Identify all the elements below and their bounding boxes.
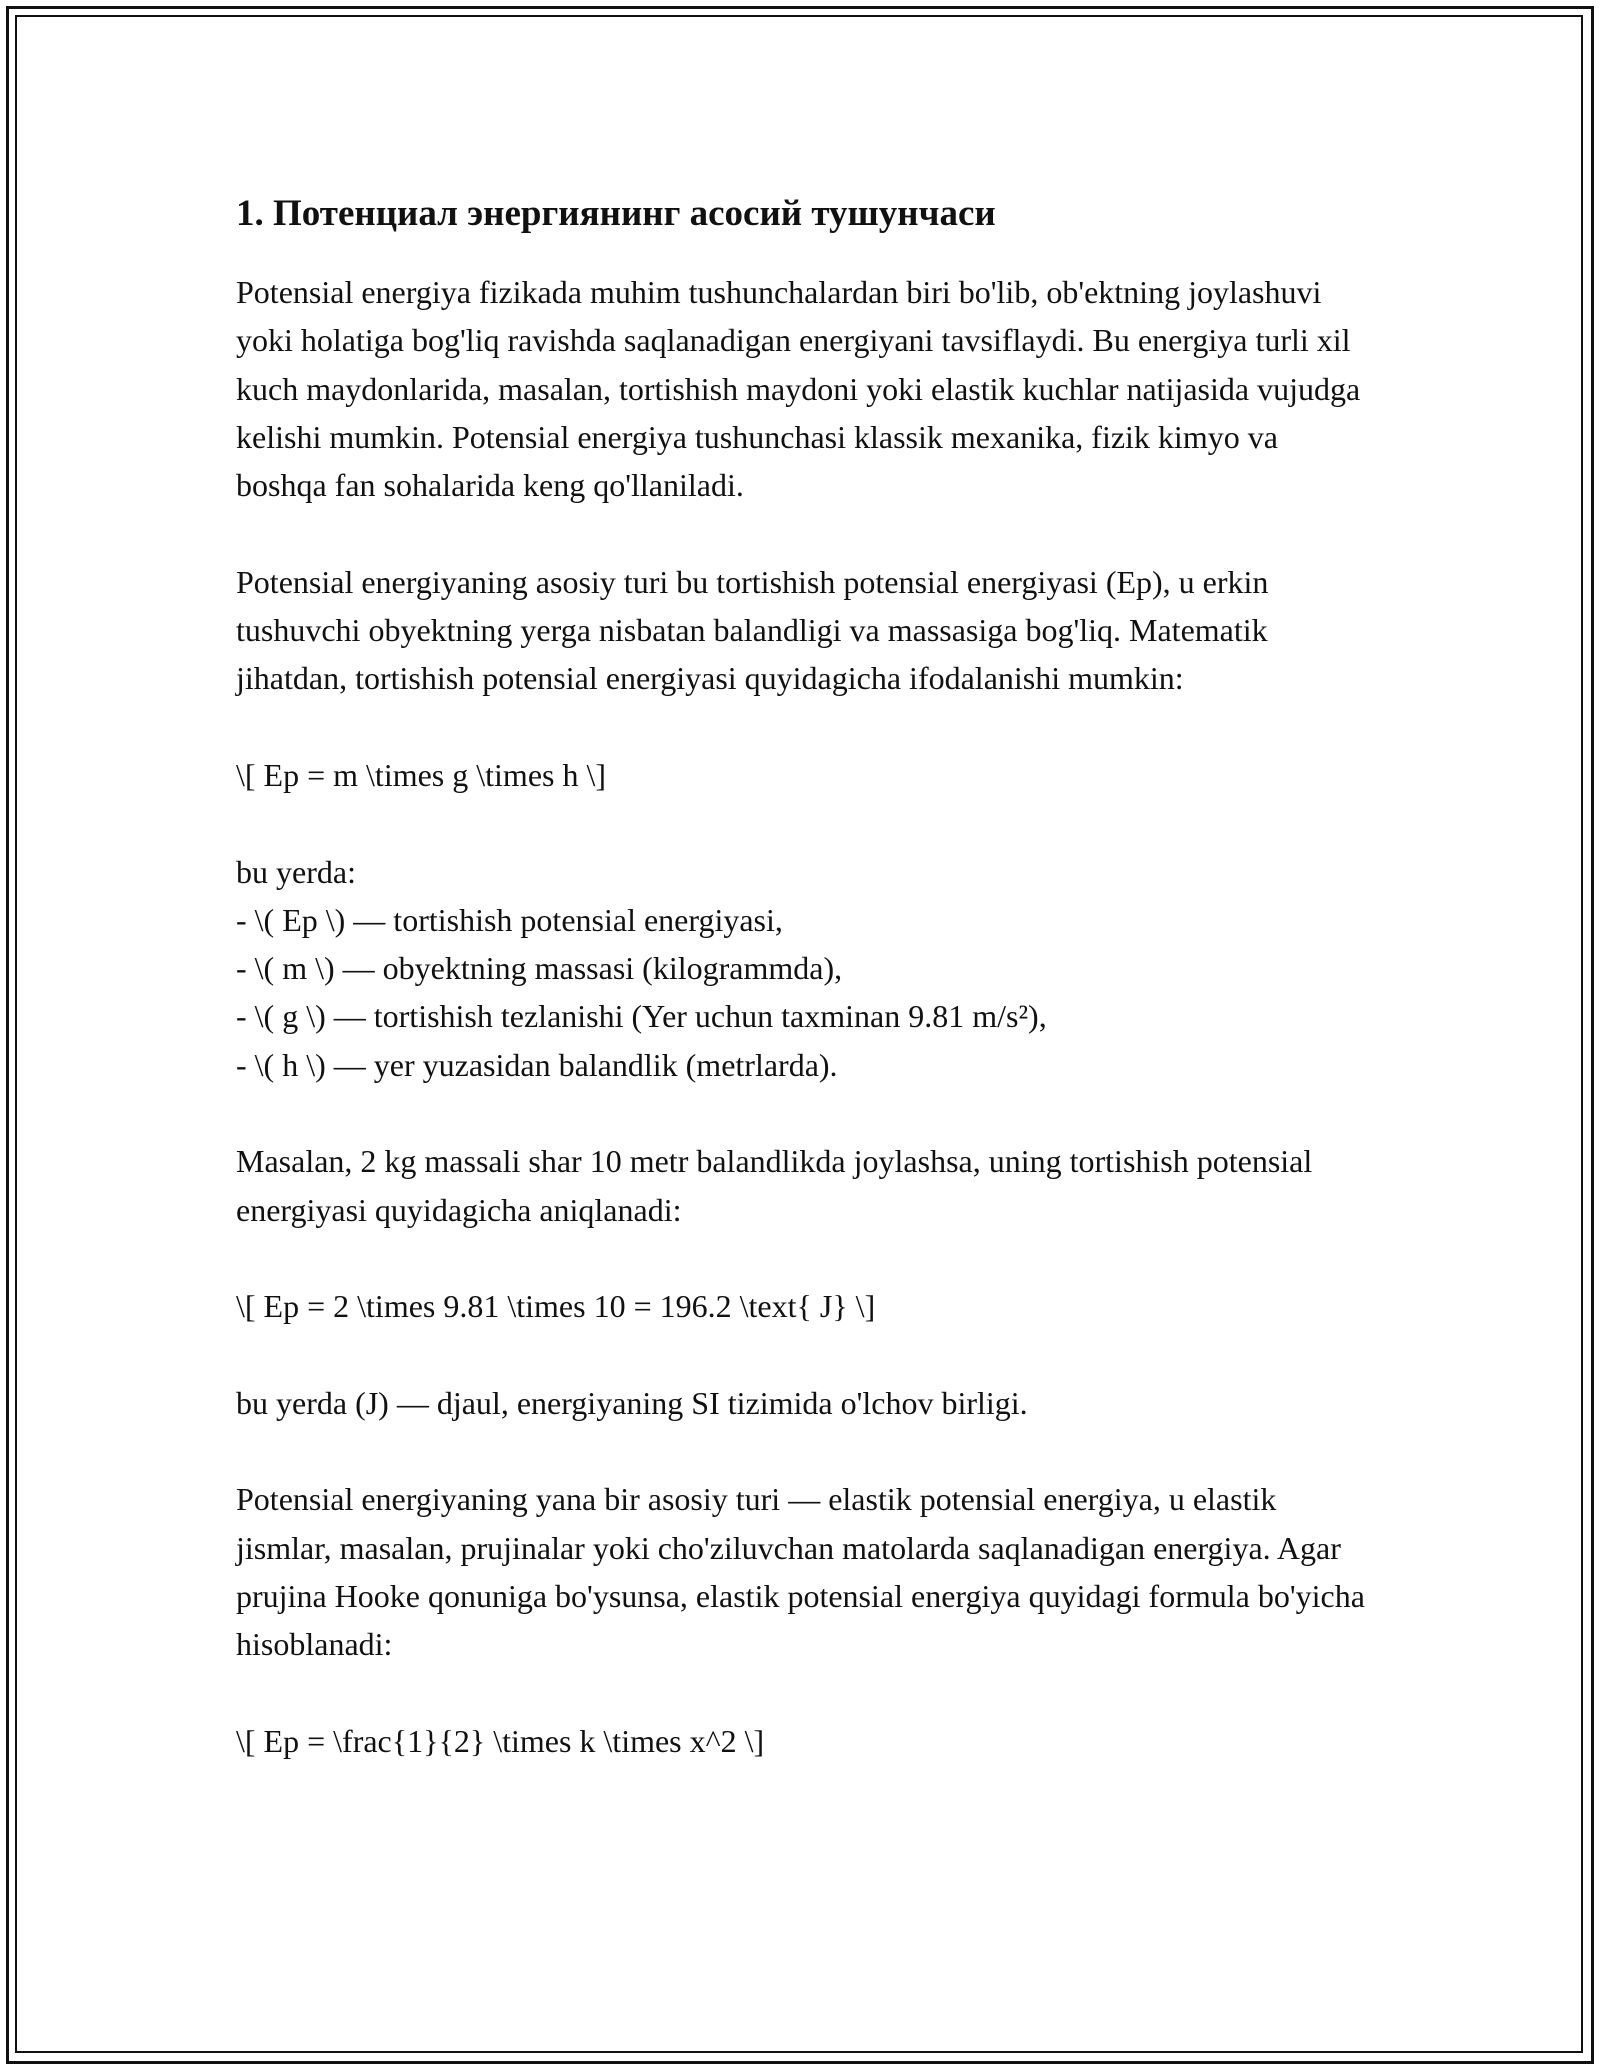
where-label: bu yerda: (236, 853, 356, 890)
formula-elastic: \[ Ep = \frac{1}{2} \times k \times x^2 \] (236, 1722, 765, 1759)
document-body (236, 186, 1376, 1765)
spacer (236, 1331, 1376, 1379)
spacer (236, 1669, 1376, 1717)
definition-item: - \( g \) — tortishish tezlanishi (Yer uchun taxminan 9.81 m/s²), (236, 998, 1047, 1035)
section-heading: 1. Потенциал энергиянинг асосий тушунчаси (236, 193, 996, 234)
paragraph-example: Masalan, 2 kg massali shar 10 metr balandlikda joylashsa, uning tortishish potensial energiyasi quyidagicha aniqlanadi: (236, 1143, 1313, 1228)
paragraph-elastic: Potensial energiyaning yana bir asosiy turi — elastik potensial energiya, u elastik jismlar, masalan, prujinalar yoki cho'ziluvchan matolarda saqlanadigan energiya. Agar prujina Hooke qonuniga bo'ysunsa, elastik potensial energiya quyidagi formula bo'yicha hisoblanadi: (236, 1481, 1365, 1663)
formula-example: \[ Ep = 2 \times 9.81 \times 10 = 196.2 \text{ J} \] (236, 1288, 876, 1325)
spacer (236, 1427, 1376, 1475)
definition-item: - \( Ep \) — tortishish potensial energiyasi, (236, 901, 783, 938)
spacer (236, 1234, 1376, 1282)
paragraph-intro: Potensial energiya fizikada muhim tushunchalardan biri bo'lib, ob'ektning joylashuvi yoki holatiga bog'liq ravishda saqlanadigan energiyani tavsiflaydi. Bu energiya turli xil kuch maydonlarida, masalan, tortishish maydoni yoki elastik kuchlar natijasida vujudga kelishi mumkin. Potensial energiya tushunchasi klassik mexanika, fizik kimyo va boshqa fan sohalarida keng qo'llaniladi. (236, 274, 1361, 504)
formula-gravitational: \[ Ep = m \times g \times h \] (236, 756, 607, 793)
spacer (236, 509, 1376, 557)
paragraph-unit: bu yerda (J) — djaul, energiyaning SI tizimida o'lchov birligi. (236, 1384, 1028, 1421)
paragraph-gravitational: Potensial energiyaning asosiy turi bu tortishish potensial energiyasi (Ep), u erkin tushuvchi obyektning yerga nisbatan balandligi va massasiga bog'liq. Matematik jihatdan, tortishish potensial energiyasi quyidagicha ifodalanishi mumkin: (236, 563, 1269, 697)
definition-item: - \( m \) — obyektning massasi (kilogrammda), (236, 950, 843, 987)
spacer (236, 1089, 1376, 1137)
spacer (236, 703, 1376, 751)
definition-item: - \( h \) — yer yuzasidan balandlik (metrlarda). (236, 1046, 838, 1083)
spacer (236, 799, 1376, 847)
